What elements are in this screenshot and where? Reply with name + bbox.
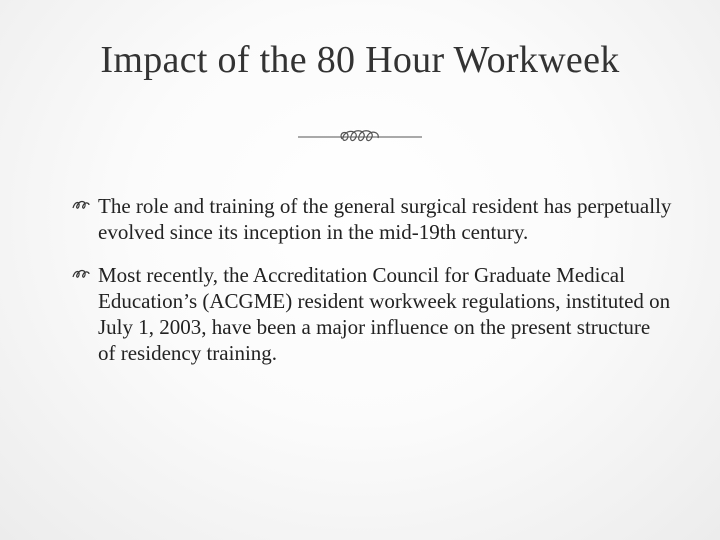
curly-bullet-icon bbox=[72, 198, 90, 212]
slide-title: Impact of the 80 Hour Workweek bbox=[100, 39, 620, 81]
bullet-item bbox=[72, 193, 672, 245]
bullet-text: Most recently, the Accreditation Council for Graduate Medical Education’s (ACGME) resident workweek regulations, instituted on July 1, 2003, have been a major influence on the present structure of residency training. bbox=[98, 263, 671, 365]
curly-bullet-icon bbox=[72, 267, 90, 281]
bullet-list bbox=[72, 193, 672, 383]
bullet-item bbox=[72, 262, 672, 366]
flourish-divider-icon bbox=[298, 126, 422, 148]
bullet-text: The role and training of the general surgical resident has perpetually evolved since its inception in the mid-19th century. bbox=[98, 194, 672, 244]
